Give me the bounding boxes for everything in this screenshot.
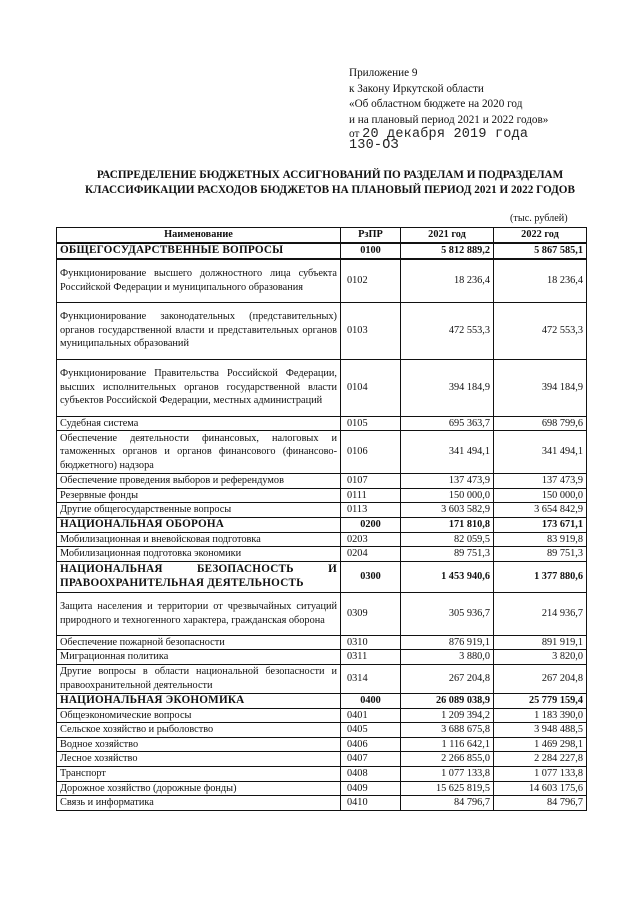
row-code-cell: 0410 xyxy=(341,796,401,811)
row-name-cell: Связь и информатика xyxy=(57,796,341,811)
table-row xyxy=(57,259,587,303)
row-name-cell: Транспорт xyxy=(57,766,341,781)
row-2021-cell: 1 077 133,8 xyxy=(401,766,494,781)
table-row xyxy=(57,635,587,650)
row-2022-cell: 25 779 159,4 xyxy=(494,693,587,708)
row-2022-cell: 150 000,0 xyxy=(494,488,587,503)
row-code-cell: 0107 xyxy=(341,474,401,489)
row-name-cell: Судебная система xyxy=(57,416,341,431)
row-code-cell: 0200 xyxy=(341,517,401,532)
row-2022-cell: 14 603 175,6 xyxy=(494,781,587,796)
table-row xyxy=(57,431,587,474)
row-2022-cell: 5 867 585,1 xyxy=(494,243,587,259)
row-name-cell: Функционирование Правительства Российской Федерации, высших исполнительных органов государственной власти субъектов Российской Федерации, местных администраций xyxy=(57,359,341,416)
row-name-cell: Защита населения и территории от чрезвычайных ситуаций природного и техногенного характера, гражданская оборона xyxy=(57,592,341,635)
row-2021-cell: 876 919,1 xyxy=(401,635,494,650)
row-2021-cell: 26 089 038,9 xyxy=(401,693,494,708)
header-name: Наименование xyxy=(57,228,341,244)
row-2022-cell: 3 654 842,9 xyxy=(494,503,587,518)
row-2021-cell: 1 116 642,1 xyxy=(401,737,494,752)
title-line-2: КЛАССИФИКАЦИИ РАСХОДОВ БЮДЖЕТОВ НА ПЛАНОВЫЙ ПЕРИОД 2021 И 2022 ГОДОВ xyxy=(85,184,575,196)
row-name-cell: Резервные фонды xyxy=(57,488,341,503)
date-prefix: от xyxy=(349,128,360,141)
row-name-cell: Мобилизационная подготовка экономики xyxy=(57,547,341,562)
table-row xyxy=(57,547,587,562)
table-row xyxy=(57,664,587,693)
table-row xyxy=(57,781,587,796)
table-row xyxy=(57,796,587,811)
row-code-cell: 0310 xyxy=(341,635,401,650)
row-2021-cell: 171 810,8 xyxy=(401,517,494,532)
row-2021-cell: 5 812 889,2 xyxy=(401,243,494,259)
section-row xyxy=(57,517,587,532)
row-name-cell: Другие общегосударственные вопросы xyxy=(57,503,341,518)
table-row xyxy=(57,737,587,752)
table-row xyxy=(57,723,587,738)
row-code-cell: 0103 xyxy=(341,302,401,359)
section-row xyxy=(57,561,587,592)
row-name-cell: Функционирование высшего должностного лица субъекта Российской Федерации и муниципального образования xyxy=(57,259,341,303)
row-2021-cell: 15 625 819,5 xyxy=(401,781,494,796)
row-2022-cell: 18 236,4 xyxy=(494,259,587,303)
row-name-cell: Дорожное хозяйство (дорожные фонды) xyxy=(57,781,341,796)
law-number-stamp: 130-ОЗ xyxy=(349,137,399,153)
row-name-cell: Сельское хозяйство и рыболовство xyxy=(57,723,341,738)
row-2021-cell: 82 059,5 xyxy=(401,532,494,547)
row-code-cell: 0408 xyxy=(341,766,401,781)
row-2021-cell: 341 494,1 xyxy=(401,431,494,474)
table-row xyxy=(57,752,587,767)
budget-table xyxy=(56,227,587,811)
row-code-cell: 0407 xyxy=(341,752,401,767)
row-name-cell: Другие вопросы в области национальной безопасности и правоохранительной деятельности xyxy=(57,664,341,693)
row-code-cell: 0204 xyxy=(341,547,401,562)
table-row xyxy=(57,302,587,359)
row-2022-cell: 173 671,1 xyxy=(494,517,587,532)
date-stamp: 20 декабря 2019 года xyxy=(362,127,529,143)
row-code-cell: 0400 xyxy=(341,693,401,708)
row-2021-cell: 267 204,8 xyxy=(401,664,494,693)
row-2022-cell: 698 799,6 xyxy=(494,416,587,431)
table-row xyxy=(57,592,587,635)
row-code-cell: 0309 xyxy=(341,592,401,635)
appendix-line-4: и на плановый период 2021 и 2022 годов» xyxy=(349,113,549,126)
row-name-cell: НАЦИОНАЛЬНАЯ ЭКОНОМИКА xyxy=(57,693,341,708)
row-2022-cell: 89 751,3 xyxy=(494,547,587,562)
row-2021-cell: 1 453 940,6 xyxy=(401,561,494,592)
appendix-line-1: Приложение 9 xyxy=(349,67,418,79)
row-name-cell: Общеэкономические вопросы xyxy=(57,708,341,723)
row-2021-cell: 84 796,7 xyxy=(401,796,494,811)
table-row xyxy=(57,650,587,665)
row-name-cell: Обеспечение пожарной безопасности xyxy=(57,635,341,650)
row-2022-cell: 472 553,3 xyxy=(494,302,587,359)
row-name-cell: Мобилизационная и вневойсковая подготовка xyxy=(57,532,341,547)
row-2021-cell: 472 553,3 xyxy=(401,302,494,359)
table-row xyxy=(57,488,587,503)
section-row xyxy=(57,243,587,259)
section-row xyxy=(57,693,587,708)
row-2022-cell: 1 469 298,1 xyxy=(494,737,587,752)
appendix-block xyxy=(349,66,548,154)
row-code-cell: 0401 xyxy=(341,708,401,723)
table-row xyxy=(57,766,587,781)
table-row xyxy=(57,474,587,489)
row-name-cell: Обеспечение проведения выборов и референдумов xyxy=(57,474,341,489)
row-2021-cell: 305 936,7 xyxy=(401,592,494,635)
row-code-cell: 0409 xyxy=(341,781,401,796)
row-code-cell: 0102 xyxy=(341,259,401,303)
row-2021-cell: 3 688 675,8 xyxy=(401,723,494,738)
table-row xyxy=(57,503,587,518)
row-2022-cell: 1 183 390,0 xyxy=(494,708,587,723)
row-2021-cell: 18 236,4 xyxy=(401,259,494,303)
row-code-cell: 0113 xyxy=(341,503,401,518)
header-2021: 2021 год xyxy=(401,228,494,244)
row-2021-cell: 1 209 394,2 xyxy=(401,708,494,723)
row-2022-cell: 3 948 488,5 xyxy=(494,723,587,738)
row-code-cell: 0406 xyxy=(341,737,401,752)
table-row xyxy=(57,532,587,547)
row-2022-cell: 84 796,7 xyxy=(494,796,587,811)
table-header-row xyxy=(57,228,587,244)
row-name-cell: Обеспечение деятельности финансовых, налоговых и таможенных органов и органов финансового (финансово-бюджетного) надзора xyxy=(57,431,341,474)
row-2021-cell: 2 266 855,0 xyxy=(401,752,494,767)
row-2022-cell: 267 204,8 xyxy=(494,664,587,693)
row-name-cell: Лесное хозяйство xyxy=(57,752,341,767)
row-2022-cell: 83 919,8 xyxy=(494,532,587,547)
row-2021-cell: 3 880,0 xyxy=(401,650,494,665)
row-code-cell: 0311 xyxy=(341,650,401,665)
row-2021-cell: 695 363,7 xyxy=(401,416,494,431)
header-code: РзПР xyxy=(341,228,401,244)
row-name-cell: Водное хозяйство xyxy=(57,737,341,752)
row-code-cell: 0405 xyxy=(341,723,401,738)
row-2022-cell: 341 494,1 xyxy=(494,431,587,474)
row-name-cell: ОБЩЕГОСУДАРСТВЕННЫЕ ВОПРОСЫ xyxy=(57,243,341,259)
row-2022-cell: 891 919,1 xyxy=(494,635,587,650)
row-code-cell: 0300 xyxy=(341,561,401,592)
row-2022-cell: 214 936,7 xyxy=(494,592,587,635)
row-2022-cell: 394 184,9 xyxy=(494,359,587,416)
table-row xyxy=(57,708,587,723)
row-code-cell: 0105 xyxy=(341,416,401,431)
row-code-cell: 0104 xyxy=(341,359,401,416)
row-2021-cell: 137 473,9 xyxy=(401,474,494,489)
row-code-cell: 0106 xyxy=(341,431,401,474)
units-label: (тыс. рублей) xyxy=(510,213,568,224)
row-2022-cell: 3 820,0 xyxy=(494,650,587,665)
row-code-cell: 0314 xyxy=(341,664,401,693)
row-2022-cell: 137 473,9 xyxy=(494,474,587,489)
header-2022: 2022 год xyxy=(494,228,587,244)
appendix-line-2: к Закону Иркутской области xyxy=(349,82,484,95)
table-row xyxy=(57,359,587,416)
table-row xyxy=(57,416,587,431)
row-2022-cell: 2 284 227,8 xyxy=(494,752,587,767)
table-body xyxy=(57,243,587,810)
row-2021-cell: 3 603 582,9 xyxy=(401,503,494,518)
row-name-cell: НАЦИОНАЛЬНАЯ БЕЗОПАСНОСТЬ И ПРАВООХРАНИТЕЛЬНАЯ ДЕЯТЕЛЬНОСТЬ xyxy=(57,561,341,592)
row-code-cell: 0100 xyxy=(341,243,401,259)
row-code-cell: 0111 xyxy=(341,488,401,503)
row-name-cell: Миграционная политика xyxy=(57,650,341,665)
document-title xyxy=(40,168,620,198)
row-2021-cell: 89 751,3 xyxy=(401,547,494,562)
row-2022-cell: 1 377 880,6 xyxy=(494,561,587,592)
row-code-cell: 0203 xyxy=(341,532,401,547)
title-line-1: РАСПРЕДЕЛЕНИЕ БЮДЖЕТНЫХ АССИГНОВАНИЙ ПО РАЗДЕЛАМ И ПОДРАЗДЕЛАМ xyxy=(96,169,564,181)
row-2021-cell: 150 000,0 xyxy=(401,488,494,503)
appendix-line-3: «Об областном бюджете на 2020 год xyxy=(349,98,523,111)
row-2022-cell: 1 077 133,8 xyxy=(494,766,587,781)
row-name-cell: НАЦИОНАЛЬНАЯ ОБОРОНА xyxy=(57,517,341,532)
row-name-cell: Функционирование законодательных (представительных) органов государственной власти и представительных органов муниципальных образований xyxy=(57,302,341,359)
row-2021-cell: 394 184,9 xyxy=(401,359,494,416)
